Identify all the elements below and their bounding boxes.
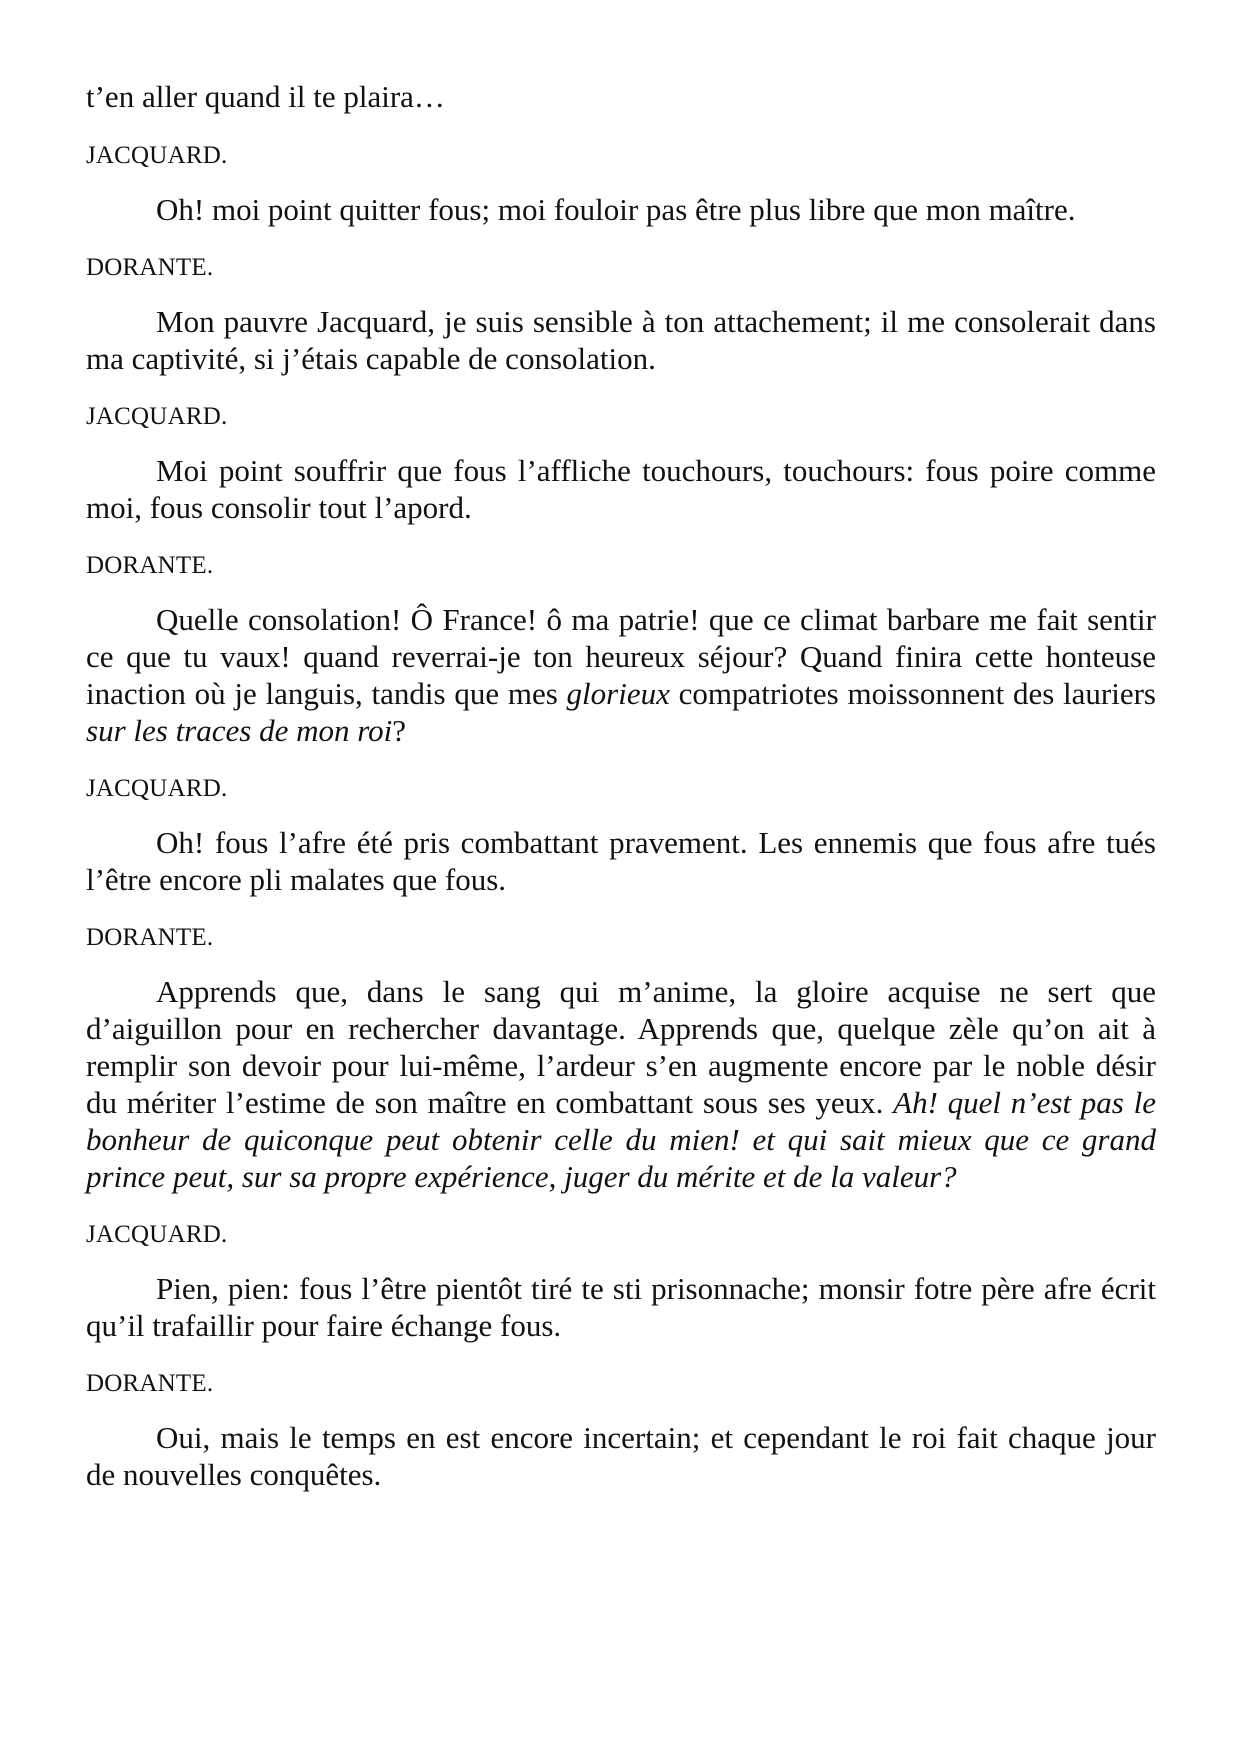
speech-part-italic: sur les traces de mon roi	[86, 713, 393, 748]
dialogue-block	[86, 141, 1156, 1493]
speech-text	[86, 303, 1156, 377]
page-body	[86, 78, 1156, 1518]
speech-part: Oh! fous l’afre été pris combattant pravement. Les ennemis que fous afre tués l’être encore pli malates que fous.	[86, 825, 1156, 897]
speech-part: compatriotes moissonnent des lauriers	[669, 676, 1156, 711]
speech-part: Apprends que, dans le sang qui m’anime, la gloire acquise ne sert que d’aiguillon pour en rechercher davantage. Apprends que, quelque zèle qu’on ait à remplir son devoir pour lui-même, l’ardeur s’en augmente encore par le noble désir du mériter l’estime de son maître en combattant sous ses yeux.	[86, 974, 1156, 1120]
speech-text	[86, 1419, 1156, 1493]
speech-part: Oh! moi point quitter fous; moi fouloir pas être plus libre que mon maître.	[156, 192, 1076, 227]
speech-text	[86, 191, 1156, 228]
continued-speech-line: t’en aller quand il te plaira…	[86, 79, 445, 114]
speech-text	[86, 824, 1156, 898]
speaker-name: JACQUARD.	[86, 142, 228, 169]
speech-text	[86, 452, 1156, 526]
speech-part: Quelle consolation! Ô France! ô ma patrie! que ce climat barbare me fait sentir ce que tu vaux! quand reverrai-je ton heureux séjour? Quand finira cette honteuse inaction où je languis, tandis que mes	[86, 602, 1156, 711]
speech-text	[86, 973, 1156, 1195]
speech-part-italic: Ah! quel n’est pas le bonheur de quiconque peut obtenir celle du mien! et qui sait mieux que ce grand prince peut, sur sa propre expérience, juger du mérite et de la valeur?	[86, 1085, 1156, 1194]
speaker-name: JACQUARD.	[86, 1221, 228, 1248]
speaker-name: JACQUARD.	[86, 775, 228, 802]
speaker-name: DORANTE.	[86, 254, 214, 281]
speech-part: Oui, mais le temps en est encore incertain; et cependant le roi fait chaque jour de nouvelles conquêtes.	[86, 1420, 1156, 1492]
speech-part: Pien, pien: fous l’être pientôt tiré te sti prisonnache; monsir fotre père afre écrit qu’il trafaillir pour faire échange fous.	[86, 1271, 1156, 1343]
speech-text	[86, 601, 1156, 749]
speaker-name: DORANTE.	[86, 924, 214, 951]
speaker-name: JACQUARD.	[86, 403, 228, 430]
speech-part: Mon pauvre Jacquard, je suis sensible à ton attachement; il me consolerait dans ma captivité, si j’étais capable de consolation.	[86, 304, 1156, 376]
speech-part: Moi point souffrir que fous l’affliche touchours, touchours: fous poire comme moi, fous consolir tout l’apord.	[86, 453, 1156, 525]
speaker-name: DORANTE.	[86, 552, 214, 579]
speech-part-italic: glorieux	[566, 676, 670, 711]
speech-part: ?	[392, 713, 407, 748]
speaker-name: DORANTE.	[86, 1370, 214, 1397]
speech-text	[86, 1270, 1156, 1344]
